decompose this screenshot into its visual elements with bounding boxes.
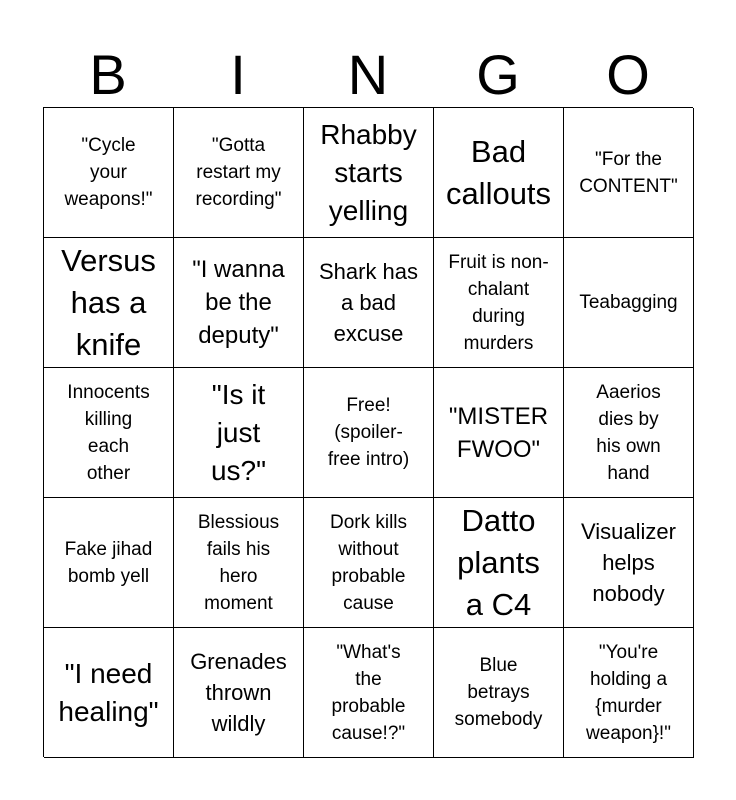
bingo-cell-text: "MISTER FWOO" [448,402,549,463]
bingo-cell-text: Versus has a knife [61,242,156,362]
header-letter-g: G [476,43,520,106]
bingo-cell-r1-c3[interactable] [304,108,434,238]
bingo-cell-r3-c2[interactable] [174,368,304,498]
bingo-cell-r4-c3[interactable] [304,498,434,628]
bingo-cell-text: Visualizer helps nobody [581,519,676,606]
bingo-cell-text: Dork kills without probable cause [329,511,408,614]
bingo-cell-text: Fruit is non- chalant during murders [448,251,549,354]
header-letter-b: B [89,43,127,106]
bingo-cell-r1-c4[interactable] [434,108,564,238]
header-letter-i: I [230,43,246,106]
bingo-cell-r5-c2[interactable] [174,628,304,758]
bingo-cell-text: Blue betrays somebody [454,655,543,730]
bingo-cell-r4-c4[interactable] [434,498,564,628]
bingo-cell-r1-c1[interactable] [44,108,174,238]
bingo-cell-r5-c5[interactable] [564,628,694,758]
bingo-cell-text: Shark has a bad excuse [318,259,419,346]
bingo-cell-r4-c1[interactable] [44,498,174,628]
bingo-cell-r4-c5[interactable] [564,498,694,628]
bingo-cell-r3-c5[interactable] [564,368,694,498]
bingo-cell-r1-c5[interactable] [564,108,694,238]
bingo-cell-text: "For the CONTENT" [579,148,678,197]
bingo-cell-text: Teabagging [579,292,678,313]
bingo-cell-r5-c1[interactable] [44,628,174,758]
bingo-cell-r2-c2[interactable] [174,238,304,368]
bingo-board [43,107,693,757]
bingo-cell-text: Free! (spoiler- free intro) [327,395,410,470]
bingo-cell-text: Fake jihad bomb yell [64,538,153,587]
bingo-cell-text: "I need healing" [58,657,159,727]
bingo-cell-text: "Is it just us?" [210,378,267,486]
bingo-cell-text: "You're holding a {murder weapon}!" [586,641,671,744]
bingo-cell-text: "What's the probable cause!?" [331,641,406,744]
bingo-cell-r1-c2[interactable] [174,108,304,238]
bingo-cell-r2-c5[interactable] [564,238,694,368]
bingo-cell-r5-c4[interactable] [434,628,564,758]
bingo-cell-r3-c1[interactable] [44,368,174,498]
bingo-cell-r4-c2[interactable] [174,498,304,628]
bingo-cell-text: "Gotta restart my recording" [195,135,282,210]
bingo-cell-r3-c4[interactable] [434,368,564,498]
bingo-cell-text: Innocents killing each other [67,381,150,484]
bingo-cell-text: Grenades thrown wildly [190,649,287,736]
bingo-header [43,44,693,106]
bingo-cell-text: Aaerios dies by his own hand [596,381,661,484]
bingo-cell-r2-c1[interactable] [44,238,174,368]
bingo-cell-r5-c3[interactable] [304,628,434,758]
bingo-cell-r2-c3[interactable] [304,238,434,368]
bingo-cell-text: Bad callouts [445,133,552,211]
bingo-cell-text: Blessious fails his hero moment [197,511,280,614]
bingo-cell-text: Rhabby starts yelling [320,118,417,226]
bingo-cell-text: "Cycle your weapons!" [64,135,153,210]
header-letter-n: N [347,43,389,106]
bingo-cell-text: "I wanna be the deputy" [192,256,285,349]
bingo-cell-text: Datto plants a C4 [457,502,540,622]
bingo-cell-r2-c4[interactable] [434,238,564,368]
bingo-cell-r3-c3[interactable] [304,368,434,498]
header-letter-o: O [606,43,650,106]
